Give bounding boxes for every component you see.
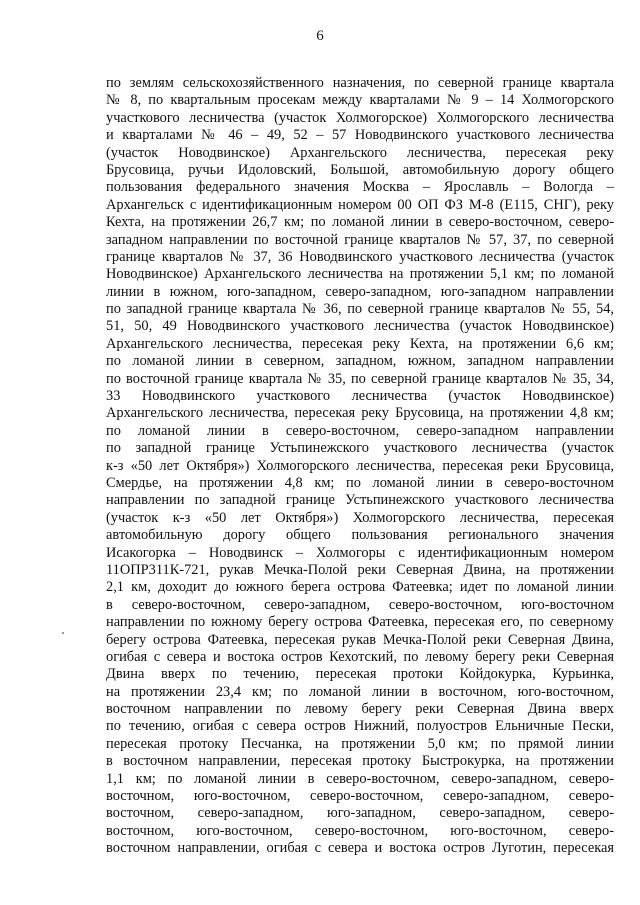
- text-line: 2,1 км, доходит до южного берега острова Фатеевка; идет по ломаной линии: [106, 579, 614, 596]
- text-line: Архангельского лесничества, пересекая реку Брусовица, на протяжении 4,8 км;: [106, 405, 614, 422]
- text-line: линии в южном, юго-западном, северо-западном, юго-западном направлении: [106, 283, 614, 300]
- text-line: направлении по западной границе Устьпинежского участкового лесничества: [106, 492, 614, 509]
- text-line: по ломаной линии в северо-восточном, северо-западном направлении: [106, 422, 614, 439]
- document-body: [106, 75, 614, 858]
- text-line: 51, 50, 49 Новодвинского участкового лесничества (участок Новодвинское): [106, 318, 614, 335]
- text-line: (участок Новодвинское) Архангельского лесничества, пересекая реку: [106, 144, 614, 161]
- text-line: по землям сельскохозяйственного назначения, по северной границе квартала: [106, 75, 614, 91]
- text-line: восточном, северо-западном, юго-западном, северо-западном, северо-: [106, 805, 614, 822]
- text-line: и кварталами № 46 – 49, 52 – 57 Новодвинского участкового лесничества: [106, 127, 614, 144]
- text-line: по западной границе квартала № 36, по северной границе кварталов № 55, 54,: [106, 301, 614, 318]
- text-line: пересекая протоку Песчанка, на протяжении 5,0 км; по прямой линии: [106, 735, 614, 752]
- text-line: Новодвинское) Архангельского лесничества на протяжении 5,1 км; по ломаной: [106, 266, 614, 283]
- text-line: Двина вверх по течению, пересекая протоки Койдокурка, Курьинка,: [106, 666, 614, 683]
- page-number: 6: [316, 28, 324, 44]
- text-line: восточном, юго-восточном, северо-восточном, северо-западном, северо-: [106, 788, 614, 805]
- text-line: восточном направлении по левому берегу реки Северная Двина вверх: [106, 701, 614, 718]
- text-line: участкового лесничества (участок Холмогорское) Холмогорского лесничества: [106, 109, 614, 126]
- text-line: в восточном направлении, пересекая протоку Быстрокурка, на протяжении: [106, 753, 614, 770]
- text-line: Брусовица, ручьи Идоловский, Большой, автомобильную дорогу общего: [106, 161, 614, 178]
- text-line: автомобильную дорогу общего пользования регионального значения: [106, 527, 614, 544]
- text-line: направлении по южному берегу острова Фатеевка, пересекая его, по северному: [106, 614, 614, 631]
- text-line: 11ОПР311К-721, рукав Мечка-Полой реки Северная Двина, на протяжении: [106, 561, 614, 578]
- text-line: на протяжении 23,4 км; по ломаной линии в восточном, юго-восточном,: [106, 683, 614, 700]
- text-line: пользования федерального значения Москва – Ярославль – Вологда –: [106, 179, 614, 196]
- text-line: огибая с севера и востока остров Кехотский, по левому берегу реки Северная: [106, 648, 614, 665]
- text-line: Кехта, на протяжении 26,7 км; по ломаной линии в северо-восточном, северо-: [106, 214, 614, 231]
- text-line: 1,1 км; по ломаной линии в северо-восточном, северо-западном, северо-: [106, 770, 614, 787]
- margin-mark: [62, 632, 64, 634]
- text-line: 33 Новодвинского участкового лесничества (участок Новодвинское): [106, 388, 614, 405]
- text-line: Архангельск с идентификационным номером 00 ОП ФЗ М-8 (Е115, СНГ), реку: [106, 196, 614, 213]
- text-line: Исакогорка – Новодвинск – Холмогоры с идентификационным номером: [106, 544, 614, 561]
- text-line: по восточной границе квартала № 35, по северной границе кварталов № 35, 34,: [106, 370, 614, 387]
- text-line: по западной границе Устьпинежского участкового лесничества (участок: [106, 440, 614, 457]
- text-line: западном направлении по восточной границе кварталов № 57, 37, по северной: [106, 231, 614, 248]
- text-line: по течению, огибая с севера остров Нижний, полуостров Ельничные Пески,: [106, 718, 614, 735]
- text-line: восточном направлении, огибая с севера и востока остров Луготин, пересекая: [106, 840, 614, 857]
- text-line: в северо-восточном, северо-западном, северо-восточном, юго-восточном: [106, 596, 614, 613]
- text-line: Архангельского лесничества, пересекая реку Кехта, на протяжении 6,6 км;: [106, 335, 614, 352]
- text-line: к-з «50 лет Октября») Холмогорского лесничества, пересекая реки Брусовица,: [106, 457, 614, 474]
- text-line: берегу острова Фатеевка, пересекая рукав Мечка-Полой реки Северная Двина,: [106, 631, 614, 648]
- text-line: по ломаной линии в северном, западном, южном, западном направлении: [106, 353, 614, 370]
- text-line: восточном, юго-восточном, северо-восточном, юго-восточном, северо-: [106, 822, 614, 839]
- text-line: Смердье, на протяжении 4,8 км; по ломаной линии в северо-восточном: [106, 474, 614, 491]
- text-line: (участок к-з «50 лет Октября») Холмогорского лесничества, пересекая: [106, 509, 614, 526]
- text-line: границе кварталов № 37, 36 Новодвинского участкового лесничества (участок: [106, 248, 614, 265]
- text-line: № 8, по квартальным просекам между кварталами № 9 – 14 Холмогорского: [106, 92, 614, 109]
